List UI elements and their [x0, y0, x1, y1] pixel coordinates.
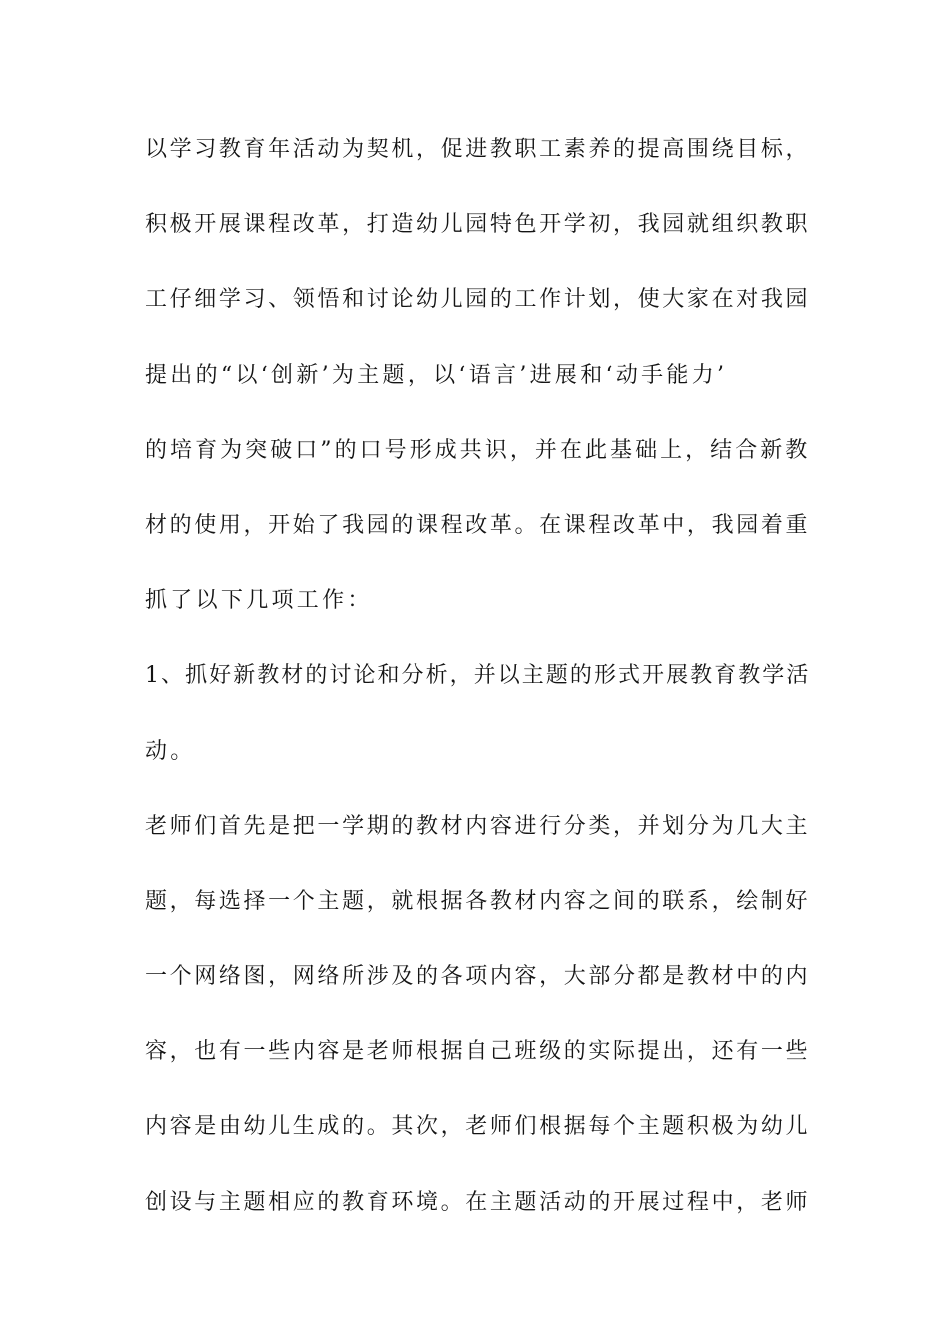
text-line: 题，每选择一个主题，就根据各教材内容之间的联系，绘制好: [145, 888, 811, 914]
text-line: 工仔细学习、领悟和讨论幼儿园的工作计划，使大家在对我园: [145, 287, 811, 313]
text-line: 一个网络图，网络所涉及的各项内容，大部分都是教材中的内: [145, 964, 811, 990]
text-line: 抓了以下几项工作：: [145, 588, 373, 614]
text-line: 老师们首先是把一学期的教材内容进行分类，并划分为几大主: [145, 813, 811, 839]
text-line: 内容是由幼儿生成的。其次，老师们根据每个主题积极为幼儿: [145, 1114, 811, 1140]
text-line: 积极开展课程改革，打造幼儿园特色开学初，我园就组织教职: [145, 212, 811, 238]
text-line: 容，也有一些内容是老师根据自己班级的实际提出，还有一些: [145, 1039, 811, 1065]
text-line: 材的使用，开始了我园的课程改革。在课程改革中，我园着重: [145, 512, 811, 538]
text-line: 创设与主题相应的教育环境。在主题活动的开展过程中，老师: [145, 1189, 811, 1215]
text-line: 的培育为突破口”的口号形成共识，并在此基础上，结合新教: [145, 437, 811, 463]
text-line: 动。: [145, 738, 196, 764]
text-line: 提出的“以‘创新’为主题，以‘语言’进展和‘动手能力’: [145, 362, 728, 388]
text-line: 以学习教育年活动为契机，促进教职工素养的提高围绕目标，: [145, 137, 811, 162]
body-text: [145, 128, 810, 1256]
list-item-heading: 1、抓好新教材的讨论和分析，并以主题的形式开展教育教学活: [145, 663, 811, 689]
